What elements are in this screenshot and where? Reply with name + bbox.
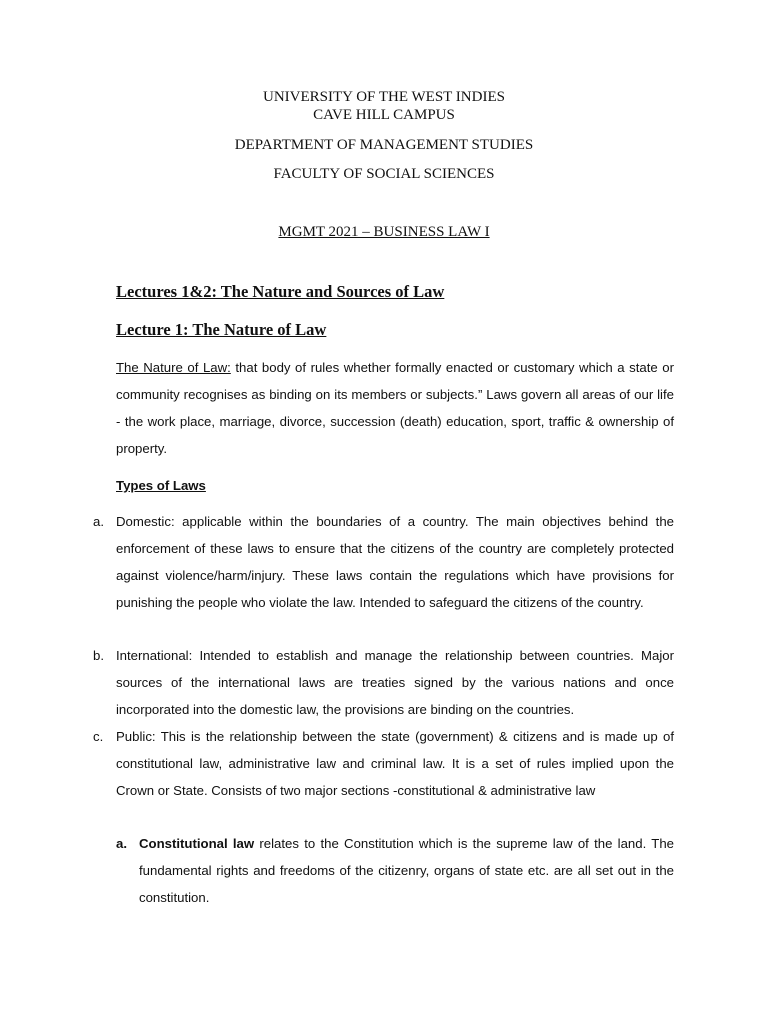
campus-name: CAVE HILL CAMPUS: [313, 107, 455, 123]
university-name: UNIVERSITY OF THE WEST INDIES: [263, 89, 505, 105]
course-title: [0, 223, 768, 241]
list-marker-b: b.: [93, 648, 104, 663]
nature-paragraph: [116, 354, 674, 462]
nature-text: that body of rules whether formally enacted or customary which a state or community recognises as binding on its members or subjects.” Laws govern all areas of our life - the work place, marriage, divorce, succession (death) education, sport, traffic & ownership of property.: [116, 360, 675, 456]
sublist-marker-a: a.: [116, 836, 127, 851]
department-name: DEPARTMENT OF MANAGEMENT STUDIES: [234, 137, 534, 153]
types-heading: Types of Laws: [116, 478, 206, 493]
constitutional-law-text: relates to the Constitution which is the supreme law of the land. The fundamental rights and freedoms of the citizenry, organs of state etc. are all set out in the constitution.: [139, 836, 674, 905]
lecture1-title: Lecture 1: The Nature of Law: [116, 320, 327, 339]
list-item-public: Public: This is the relationship between the state (government) & citizens and is made up of constitutional law, administrative law and criminal law. It is a set of rules implied upon the Crown or State. Consists of two major sections -constitutional & administrative law: [116, 729, 674, 798]
constitutional-law-term: Constitutional law: [139, 836, 255, 851]
list-marker-a: a.: [93, 514, 104, 529]
sublist-item-constitutional: [139, 830, 674, 911]
course-title-text: MGMT 2021 – BUSINESS LAW I: [278, 224, 490, 240]
list-item-domestic: Domestic: applicable within the boundaries of a country. The main objectives behind the enforcement of these laws to ensure that the citizens of the country are completely protected against violence/harm/injury. These laws contain the regulations which have provisions for punishing the people who violate the law. Intended to safeguard the citizens of the country.: [116, 514, 674, 610]
faculty-name: FACULTY OF SOCIAL SCIENCES: [273, 166, 495, 182]
list-marker-c: c.: [93, 729, 104, 744]
lectures-title: Lectures 1&2: The Nature and Sources of Law: [116, 282, 445, 301]
list-item-international: International: Intended to establish and manage the relationship between countries. Major sources of the international laws are treaties signed by the various nations and once incorporated into the domestic law, the provisions are binding on the countries.: [116, 648, 674, 717]
nature-label: The Nature of Law:: [116, 360, 231, 375]
